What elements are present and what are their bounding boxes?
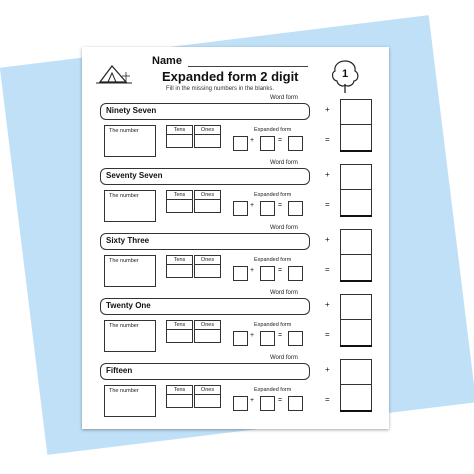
the-number-box[interactable] xyxy=(104,385,156,417)
worksheet xyxy=(82,47,389,429)
tens-box[interactable] xyxy=(166,385,193,408)
instructions: Fill in the missing numbers in the blanks. xyxy=(166,86,275,92)
ones-box[interactable] xyxy=(194,190,221,213)
word-form-box xyxy=(100,298,310,315)
plus-sign: + xyxy=(325,105,330,114)
expanded-ones-box[interactable] xyxy=(260,396,275,411)
tens-label: Tens xyxy=(167,386,192,395)
word-form-text: Sixty Three xyxy=(106,236,150,245)
expanded-form-label: Expanded form xyxy=(254,192,292,198)
answer-underline xyxy=(340,215,372,217)
equals-sign: = xyxy=(325,135,330,144)
ones-box[interactable] xyxy=(194,320,221,343)
tree-badge-icon xyxy=(330,59,360,95)
word-form-text: Fifteen xyxy=(106,366,133,375)
the-number-label: The number xyxy=(109,388,139,394)
plus-sign: + xyxy=(325,170,330,179)
expanded-total-box[interactable] xyxy=(288,396,303,411)
answer-underline xyxy=(340,410,372,412)
expanded-plus: + xyxy=(250,397,255,404)
expanded-tens-box[interactable] xyxy=(233,331,248,346)
answer-stack[interactable] xyxy=(340,164,372,216)
expanded-form-label: Expanded form xyxy=(254,322,292,328)
equals-sign: = xyxy=(325,265,330,274)
problem-section xyxy=(82,355,389,418)
expanded-total-box[interactable] xyxy=(288,266,303,281)
the-number-box[interactable] xyxy=(104,255,156,287)
expanded-ones-box[interactable] xyxy=(260,266,275,281)
answer-underline xyxy=(340,150,372,152)
problem-section xyxy=(82,290,389,353)
page-title: Expanded form 2 digit xyxy=(162,69,299,84)
expanded-plus: + xyxy=(250,202,255,209)
word-form-box xyxy=(100,168,310,185)
plus-sign: + xyxy=(325,235,330,244)
the-number-box[interactable] xyxy=(104,190,156,222)
problem-section xyxy=(82,95,389,158)
word-form-box xyxy=(100,233,310,250)
name-line[interactable] xyxy=(188,66,308,67)
expanded-ones-box[interactable] xyxy=(260,136,275,151)
expanded-equals: = xyxy=(278,202,283,209)
tens-label: Tens xyxy=(167,126,192,135)
tens-box[interactable] xyxy=(166,320,193,343)
tens-box[interactable] xyxy=(166,125,193,148)
expanded-plus: + xyxy=(250,332,255,339)
ones-box[interactable] xyxy=(194,385,221,408)
word-form-text: Seventy Seven xyxy=(106,171,163,180)
expanded-form-label: Expanded form xyxy=(254,387,292,393)
expanded-total-box[interactable] xyxy=(288,201,303,216)
the-number-label: The number xyxy=(109,258,139,264)
expanded-tens-box[interactable] xyxy=(233,396,248,411)
equals-sign: = xyxy=(325,395,330,404)
name-label: Name xyxy=(152,55,182,67)
equals-sign: = xyxy=(325,200,330,209)
plus-sign: + xyxy=(325,300,330,309)
equals-sign: = xyxy=(325,330,330,339)
word-form-label: Word form xyxy=(270,290,298,296)
tens-label: Tens xyxy=(167,191,192,200)
expanded-ones-box[interactable] xyxy=(260,331,275,346)
expanded-equals: = xyxy=(278,267,283,274)
answer-underline xyxy=(340,280,372,282)
expanded-total-box[interactable] xyxy=(288,331,303,346)
the-number-box[interactable] xyxy=(104,320,156,352)
word-form-text: Twenty One xyxy=(106,301,151,310)
expanded-plus: + xyxy=(250,137,255,144)
tens-label: Tens xyxy=(167,321,192,330)
expanded-equals: = xyxy=(278,332,283,339)
answer-stack[interactable] xyxy=(340,359,372,411)
the-number-label: The number xyxy=(109,193,139,199)
word-form-label: Word form xyxy=(270,225,298,231)
expanded-tens-box[interactable] xyxy=(233,266,248,281)
plus-sign: + xyxy=(325,365,330,374)
ones-label: Ones xyxy=(195,126,220,135)
expanded-equals: = xyxy=(278,397,283,404)
the-number-box[interactable] xyxy=(104,125,156,157)
tens-box[interactable] xyxy=(166,255,193,278)
expanded-total-box[interactable] xyxy=(288,136,303,151)
the-number-label: The number xyxy=(109,323,139,329)
tens-box[interactable] xyxy=(166,190,193,213)
expanded-tens-box[interactable] xyxy=(233,136,248,151)
word-form-box xyxy=(100,103,310,120)
word-form-label: Word form xyxy=(270,95,298,101)
word-form-text: Ninety Seven xyxy=(106,106,157,115)
expanded-ones-box[interactable] xyxy=(260,201,275,216)
tent-icon xyxy=(94,62,134,86)
expanded-form-label: Expanded form xyxy=(254,257,292,263)
expanded-form-label: Expanded form xyxy=(254,127,292,133)
problem-section xyxy=(82,225,389,288)
tens-label: Tens xyxy=(167,256,192,265)
ones-label: Ones xyxy=(195,386,220,395)
ones-box[interactable] xyxy=(194,255,221,278)
answer-stack[interactable] xyxy=(340,229,372,281)
problem-section xyxy=(82,160,389,223)
ones-box[interactable] xyxy=(194,125,221,148)
word-form-box xyxy=(100,363,310,380)
the-number-label: The number xyxy=(109,128,139,134)
answer-underline xyxy=(340,345,372,347)
answer-stack[interactable] xyxy=(340,294,372,346)
expanded-tens-box[interactable] xyxy=(233,201,248,216)
badge-number: 1 xyxy=(341,68,349,80)
answer-stack[interactable] xyxy=(340,99,372,151)
expanded-equals: = xyxy=(278,137,283,144)
word-form-label: Word form xyxy=(270,160,298,166)
ones-label: Ones xyxy=(195,256,220,265)
word-form-label: Word form xyxy=(270,355,298,361)
ones-label: Ones xyxy=(195,321,220,330)
ones-label: Ones xyxy=(195,191,220,200)
expanded-plus: + xyxy=(250,267,255,274)
